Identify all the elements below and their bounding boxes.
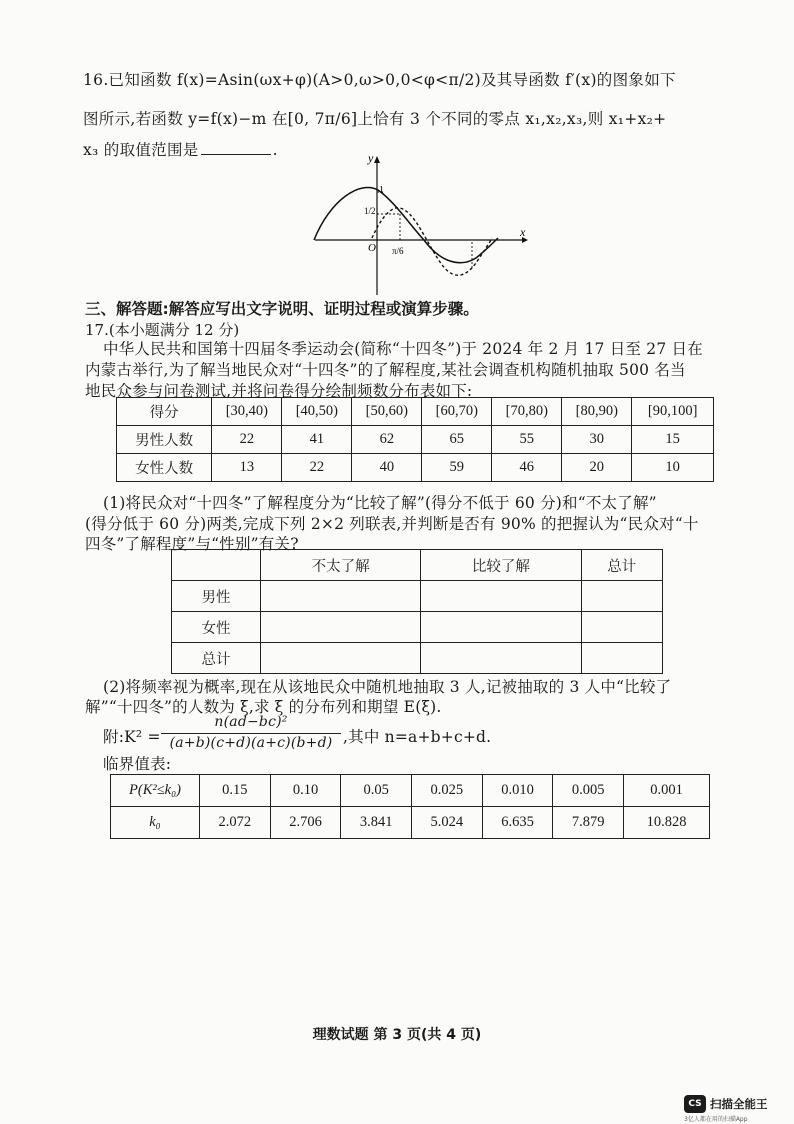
scanner-logo xyxy=(684,1095,768,1113)
table-cell: 62 xyxy=(352,426,422,454)
x-tick-pi6: π/6 xyxy=(392,246,404,256)
table-cell: 20 xyxy=(562,454,632,482)
table-cell-empty xyxy=(581,643,663,674)
table-row xyxy=(172,550,663,581)
table-cell: 不太了解 xyxy=(261,550,421,581)
q16-line-3 xyxy=(83,138,278,160)
y-axis-label: y xyxy=(368,151,374,165)
table-cell: 0.15 xyxy=(200,775,271,807)
table-cell-empty xyxy=(261,643,421,674)
table-cell: 30 xyxy=(562,426,632,454)
section-3-heading: 三、解答题:解答应写出文字说明、证明过程或演算步骤。 xyxy=(85,300,479,318)
part1-line-1: (1)将民众对“十四冬”了解程度分为“比较了解”(得分不低于 60 分)和“不太了解” xyxy=(103,494,657,512)
table-cell: 10 xyxy=(632,454,714,482)
table-cell-empty xyxy=(261,581,421,612)
table-cell-empty xyxy=(581,581,663,612)
critical-title: 临界值表: xyxy=(103,755,172,773)
table-cell: 女性 xyxy=(172,612,261,643)
table-cell: 55 xyxy=(492,426,562,454)
critical-value-table xyxy=(110,774,710,839)
table-cell-empty xyxy=(261,612,421,643)
table-cell: 41 xyxy=(282,426,352,454)
table-cell: 10.828 xyxy=(624,807,710,839)
table-cell: 7.879 xyxy=(553,807,624,839)
table-cell: 3.841 xyxy=(341,807,412,839)
function-graph xyxy=(300,150,530,295)
scanner-name: 扫描全能王 xyxy=(710,1097,768,1111)
page-footer: 理数试题 第 3 页(共 4 页) xyxy=(312,1027,482,1043)
cs-logo-icon: CS xyxy=(684,1095,706,1113)
frequency-table xyxy=(116,397,714,482)
table-cell: 13 xyxy=(212,454,282,482)
table-cell: 比较了解 xyxy=(421,550,581,581)
table-row xyxy=(172,581,663,612)
table-row xyxy=(111,775,710,807)
table-cell: 0.010 xyxy=(482,775,553,807)
part2-line-2: 解”“十四冬”的人数为 ξ,求 ξ 的分布列和期望 E(ξ). xyxy=(85,698,442,716)
table-cell: 22 xyxy=(212,426,282,454)
table-cell: 46 xyxy=(492,454,562,482)
q16-line-3-text: x₃ 的取值范围是 xyxy=(83,141,199,159)
table-cell: 65 xyxy=(422,426,492,454)
table-row xyxy=(172,643,663,674)
table-cell: 总计 xyxy=(581,550,663,581)
table-cell: k₀ xyxy=(111,807,200,839)
part2-line-1: (2)将频率视为概率,现在从该地民众中随机地抽取 3 人,记被抽取的 3 人中“比较了 xyxy=(103,678,672,696)
table-row xyxy=(117,454,714,482)
table-cell-empty xyxy=(421,612,581,643)
table-cell: 2.706 xyxy=(270,807,341,839)
y-tick-half: 1/2 xyxy=(364,206,376,216)
formula-numerator: n(ad−bc)² xyxy=(214,714,288,730)
x-axis-label: x xyxy=(520,225,526,239)
q16-line-2: 图所示,若函数 y=f(x)−m 在[0, 7π/6]上恰有 3 个不同的零点 x₁,x₂,x₃,则 x₁+x₂+ xyxy=(83,110,667,128)
table-cell: 15 xyxy=(632,426,714,454)
table-cell: [30,40) xyxy=(212,398,282,426)
formula-prefix: 附:K² = xyxy=(103,728,161,746)
contingency-table xyxy=(171,549,663,674)
table-row xyxy=(172,612,663,643)
table-cell: 总计 xyxy=(172,643,261,674)
scanner-tagline: 3亿人都在用的扫描App xyxy=(684,1116,748,1123)
table-cell: P(K²≤k₀) xyxy=(111,775,200,807)
fraction-bar xyxy=(161,733,341,734)
table-row xyxy=(117,426,714,454)
table-cell: 22 xyxy=(282,454,352,482)
table-cell: [60,70) xyxy=(422,398,492,426)
table-row xyxy=(111,807,710,839)
y-axis-arrow xyxy=(374,156,380,163)
table-cell: 0.10 xyxy=(270,775,341,807)
q17-intro-3: 地民众参与问卷测试,并将问卷得分绘制频数分布表如下: xyxy=(85,382,473,400)
table-cell: 男性 xyxy=(172,581,261,612)
table-cell: [40,50) xyxy=(282,398,352,426)
answer-blank xyxy=(201,140,271,155)
table-cell: 0.005 xyxy=(553,775,624,807)
table-cell: 0.025 xyxy=(412,775,483,807)
table-cell: 2.072 xyxy=(200,807,271,839)
table-cell: 59 xyxy=(422,454,492,482)
y-tick-1: 1 xyxy=(379,185,384,196)
table-cell: 女性人数 xyxy=(117,454,212,482)
q17-header: 17.(本小题满分 12 分) xyxy=(85,321,240,339)
part1-line-3: 四冬”了解程度”与“性别”有关? xyxy=(85,535,299,553)
formula-denominator: (a+b)(c+d)(a+c)(b+d) xyxy=(169,735,333,751)
curve-fprime xyxy=(372,208,492,275)
table-cell: 男性人数 xyxy=(117,426,212,454)
table-cell: [50,60) xyxy=(352,398,422,426)
table-cell: 得分 xyxy=(117,398,212,426)
q17-intro-2: 内蒙古举行,为了解当地民众对“十四冬”的了解程度,某社会调查机构随机抽取 500 名当 xyxy=(85,361,686,379)
table-row xyxy=(117,398,714,426)
table-cell: [70,80) xyxy=(492,398,562,426)
curve-f xyxy=(314,187,498,262)
table-cell: 0.001 xyxy=(624,775,710,807)
table-cell-empty xyxy=(421,643,581,674)
q16-line-1: 16.已知函数 f(x)=Asin(ωx+φ)(A>0,ω>0,0<φ<π/2)及其导函数 f′(x)的图象如下 xyxy=(83,71,676,89)
table-cell: 40 xyxy=(352,454,422,482)
origin-label: O xyxy=(368,242,376,254)
q16-line-3-end: . xyxy=(272,141,278,159)
table-cell: 6.635 xyxy=(482,807,553,839)
q17-intro-1: 中华人民共和国第十四届冬季运动会(简称“十四冬”)于 2024 年 2 月 17 日至 27 日在 xyxy=(103,340,703,358)
part1-line-2: (得分低于 60 分)两类,完成下列 2×2 列联表,并判断是否有 90% 的把握认为“民众对“十 xyxy=(85,515,699,533)
table-cell: 5.024 xyxy=(412,807,483,839)
table-cell-empty xyxy=(421,581,581,612)
table-cell xyxy=(172,550,261,581)
table-cell: [80,90) xyxy=(562,398,632,426)
table-cell-empty xyxy=(581,612,663,643)
table-cell: [90,100] xyxy=(632,398,714,426)
formula-suffix: ,其中 n=a+b+c+d. xyxy=(343,728,492,746)
table-cell: 0.05 xyxy=(341,775,412,807)
